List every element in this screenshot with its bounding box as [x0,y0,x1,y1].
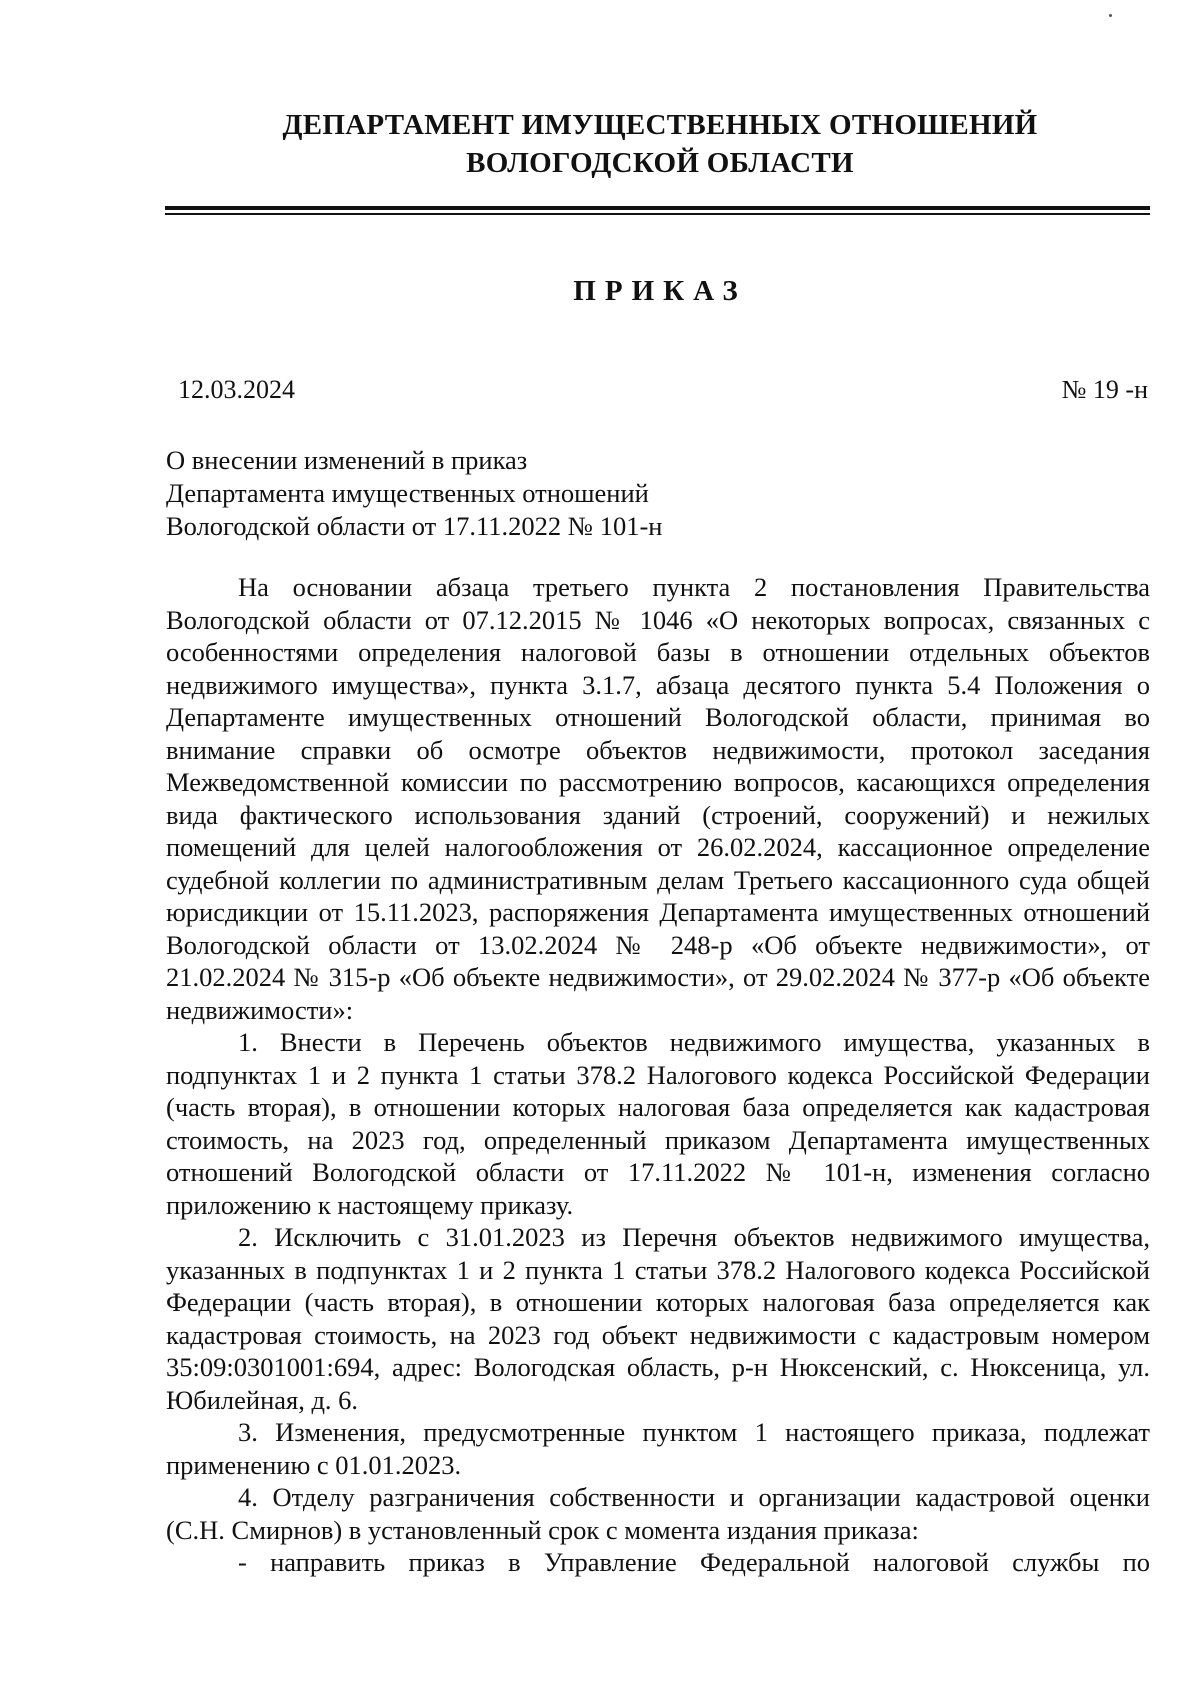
header-rule-thin [165,213,1150,215]
document-subject [166,444,662,543]
body-preamble: На основании абзаца третьего пункта 2 постановления Правительства Вологодской области от 07.12.2015 № 1046 «О некоторых вопросах, связанных с особенностями определения налоговой базы в отношении отдельных объектов недвижимого имущества», пункта 3.1.7, абзаца десятого пункта 5.4 Положения о Департаменте имущественных отношений Вологодской области, принимая во внимание справки об осмотре объектов недвижимости, протокол заседания Межведомственной комиссии по рассмотрению вопросов, касающихся определения вида фактического использования зданий (строений, сооружений) и нежилых помещений для целей налогообложения от 26.02.2024, кассационное определение судебной коллегии по административным делам Третьего кассационного суда общей юрисдикции от 15.11.2023, распоряжения Департамента имущественных отношений Вологодской области от 13.02.2024 № 248-р «Об объекте недвижимости», от 21.02.2024 № 315-р «Об объекте недвижимости», от 29.02.2024 № 377-р «Об объекте недвижимости»: [166,572,1150,1025]
document-type-title: ПРИКАЗ [573,275,747,307]
scan-speck [1109,14,1112,17]
body-item-2: 2. Исключить с 31.01.2023 из Перечня объектов недвижимого имущества, указанных в подпунктах 1 и 2 пункта 1 статьи 378.2 Налогового кодекса Российской Федерации (часть вторая), в отношении которых налоговая база определяется как кадастровая стоимость, на 2023 год объект недвижимости с кадастровым номером 35:09:0301001:694, адрес: Вологодская область, р-н Нюксенский, с. Нюксеница, ул. Юбилейная, д. 6. [166,1222,1150,1415]
body-item-4-bullet-1: - направить приказ в Управление Федеральной налоговой службы по [238,1547,1150,1577]
header-line-1: ДЕПАРТАМЕНТ ИМУЩЕСТВЕННЫХ ОТНОШЕНИЙ [282,109,1038,141]
header-line-2: ВОЛОГОДСКОЙ ОБЛАСТИ [466,147,854,179]
document-number: № 19 -н [1061,375,1148,404]
body-item-1: 1. Внести в Перечень объектов недвижимого имущества, указанных в подпунктах 1 и 2 пункта 1 статьи 378.2 Налогового кодекса Российской Федерации (часть вторая), в отношении которых налоговая база определяется как кадастровая стоимость, на 2023 год, определенный приказом Департамента имущественных отношений Вологодской области от 17.11.2022 № 101-н, изменения согласно приложению к настоящему приказу. [166,1027,1150,1220]
department-header [160,106,1160,182]
body-item-3: 3. Изменения, предусмотренные пунктом 1 настоящего приказа, подлежат применению с 01.01.2023. [166,1417,1150,1480]
document-body [166,571,1150,1579]
subject-line-1: О внесении изменений в приказ [166,445,528,475]
subject-line-3: Вологодской области от 17.11.2022 № 101-н [166,511,663,541]
document-date: 12.03.2024 [178,375,295,404]
body-item-4: 4. Отделу разграничения собственности и организации кадастровой оценки (С.Н. Смирнов) в установленный срок с момента издания приказа: [166,1482,1150,1545]
subject-line-2: Департамента имущественных отношений [166,478,649,508]
header-rule-thick [165,206,1150,210]
